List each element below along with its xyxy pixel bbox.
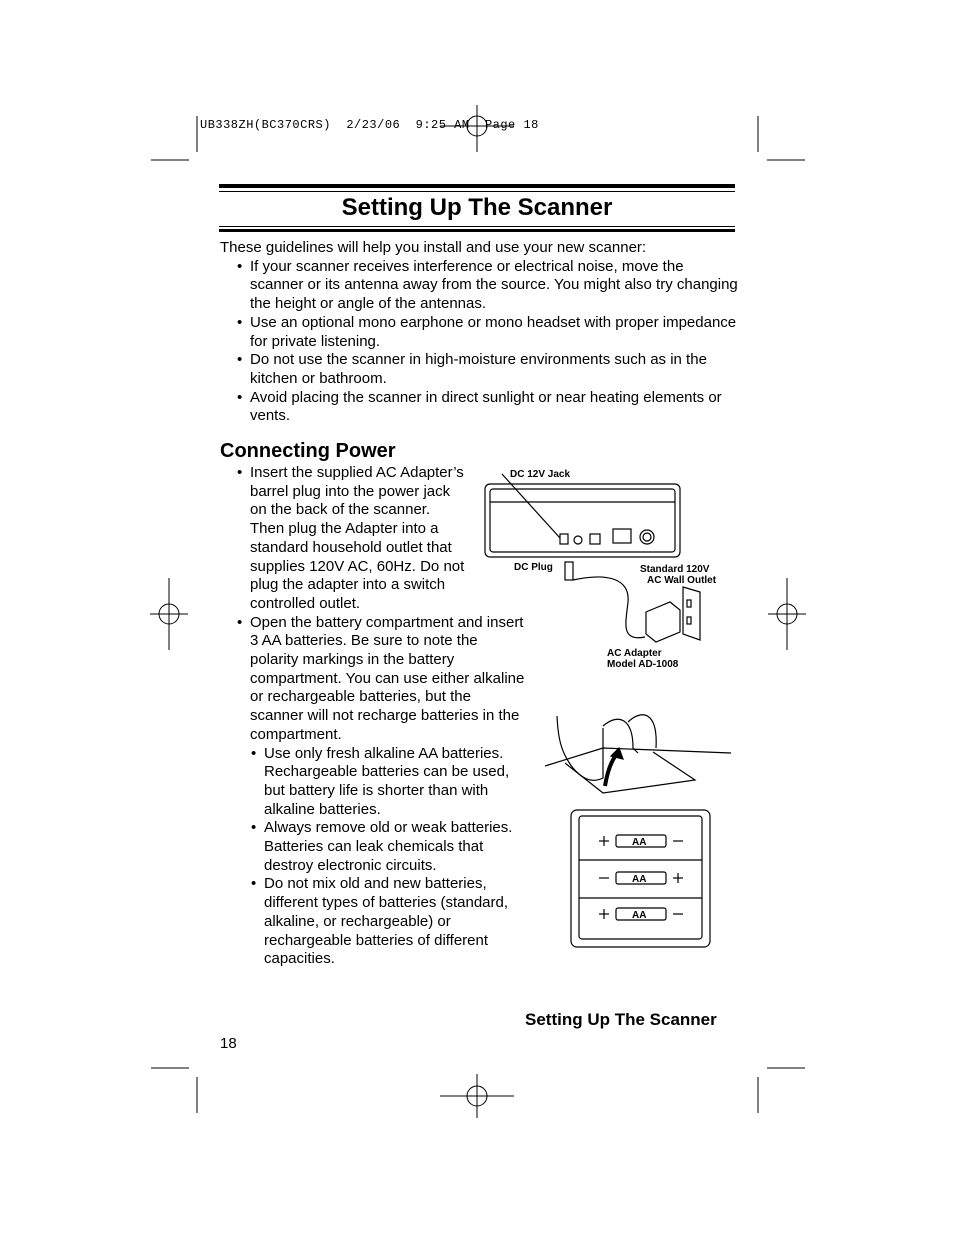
page-title: Setting Up The Scanner: [341, 194, 613, 221]
title-rule-bottom: [219, 229, 735, 232]
intro-list: [220, 258, 740, 426]
outlet-label-2: AC Wall Outlet: [647, 575, 717, 586]
list-item: • Do not use the scanner in high-moisture environments such as in the kitchen or bathroom.: [220, 351, 740, 388]
intro-lead: These guidelines will help you install and use your new scanner:: [220, 239, 647, 256]
dc-jack-label: DC 12V Jack: [510, 469, 571, 480]
battery-door-illustration: [543, 708, 733, 800]
battery-compartment-illustration: [569, 808, 713, 950]
outlet-label-1: Standard 120V: [640, 564, 710, 575]
intro-section: [220, 239, 740, 426]
list-item: • Insert the supplied AC Adapter’s barrel plug into the power jack on the back of the scanner. Then plug the Adapter into a standard household outlet that supplies 120V AC, 60Hz. Do not plug the adapter into a switch controlled outlet.: [220, 464, 465, 614]
printer-slug: UB338ZH(BC370CRS) 2/23/06 9:25 AM Page 18: [200, 118, 539, 132]
list-item: • Use an optional mono earphone or mono headset with proper impedance for private listening.: [220, 314, 740, 351]
battery-label: AA: [632, 837, 647, 848]
title-rule-top-thin: [219, 191, 735, 192]
list-item: • Always remove old or weak batteries. Batteries can leak chemicals that destroy electronic circuits.: [250, 819, 525, 875]
battery-label: AA: [632, 874, 647, 885]
list-item: • If your scanner receives interference or electrical noise, move the scanner or its antenna away from the source. You might also try changing the height or angle of the antennas.: [220, 258, 740, 314]
page-number: 18: [220, 1035, 237, 1052]
list-item: • Avoid placing the scanner in direct sunlight or near heating elements or vents.: [220, 389, 740, 426]
adapter-label-1: AC Adapter: [607, 648, 662, 659]
title-rule-bottom-thin: [219, 226, 735, 227]
adapter-label-2: Model AD-1008: [607, 659, 679, 670]
battery-sub-list: [250, 745, 525, 969]
list-item: • Use only fresh alkaline AA batteries. Rechargeable batteries can be used, but battery life is shorter than with alkaline batteries.: [250, 745, 525, 820]
list-item: • Open the battery compartment and insert 3 AA batteries. Be sure to note the polarity markings in the battery compartment. You can use either alkaline or rechargeable batteries, but the scanner will not recharge batteries in the compartment.: [220, 614, 525, 745]
dc-plug-label: DC Plug: [514, 562, 553, 573]
title-rule-top: [219, 184, 735, 188]
battery-label: AA: [632, 910, 647, 921]
list-item: • Do not mix old and new batteries, different types of batteries (standard, alkaline, or rechargeable) or rechargeable batteries of different capacities.: [250, 875, 525, 969]
footer-section-title: Setting Up The Scanner: [525, 1010, 717, 1029]
scanner-back: [485, 484, 680, 557]
power-connection-diagram: [480, 462, 740, 677]
section-heading: Connecting Power: [220, 440, 396, 462]
